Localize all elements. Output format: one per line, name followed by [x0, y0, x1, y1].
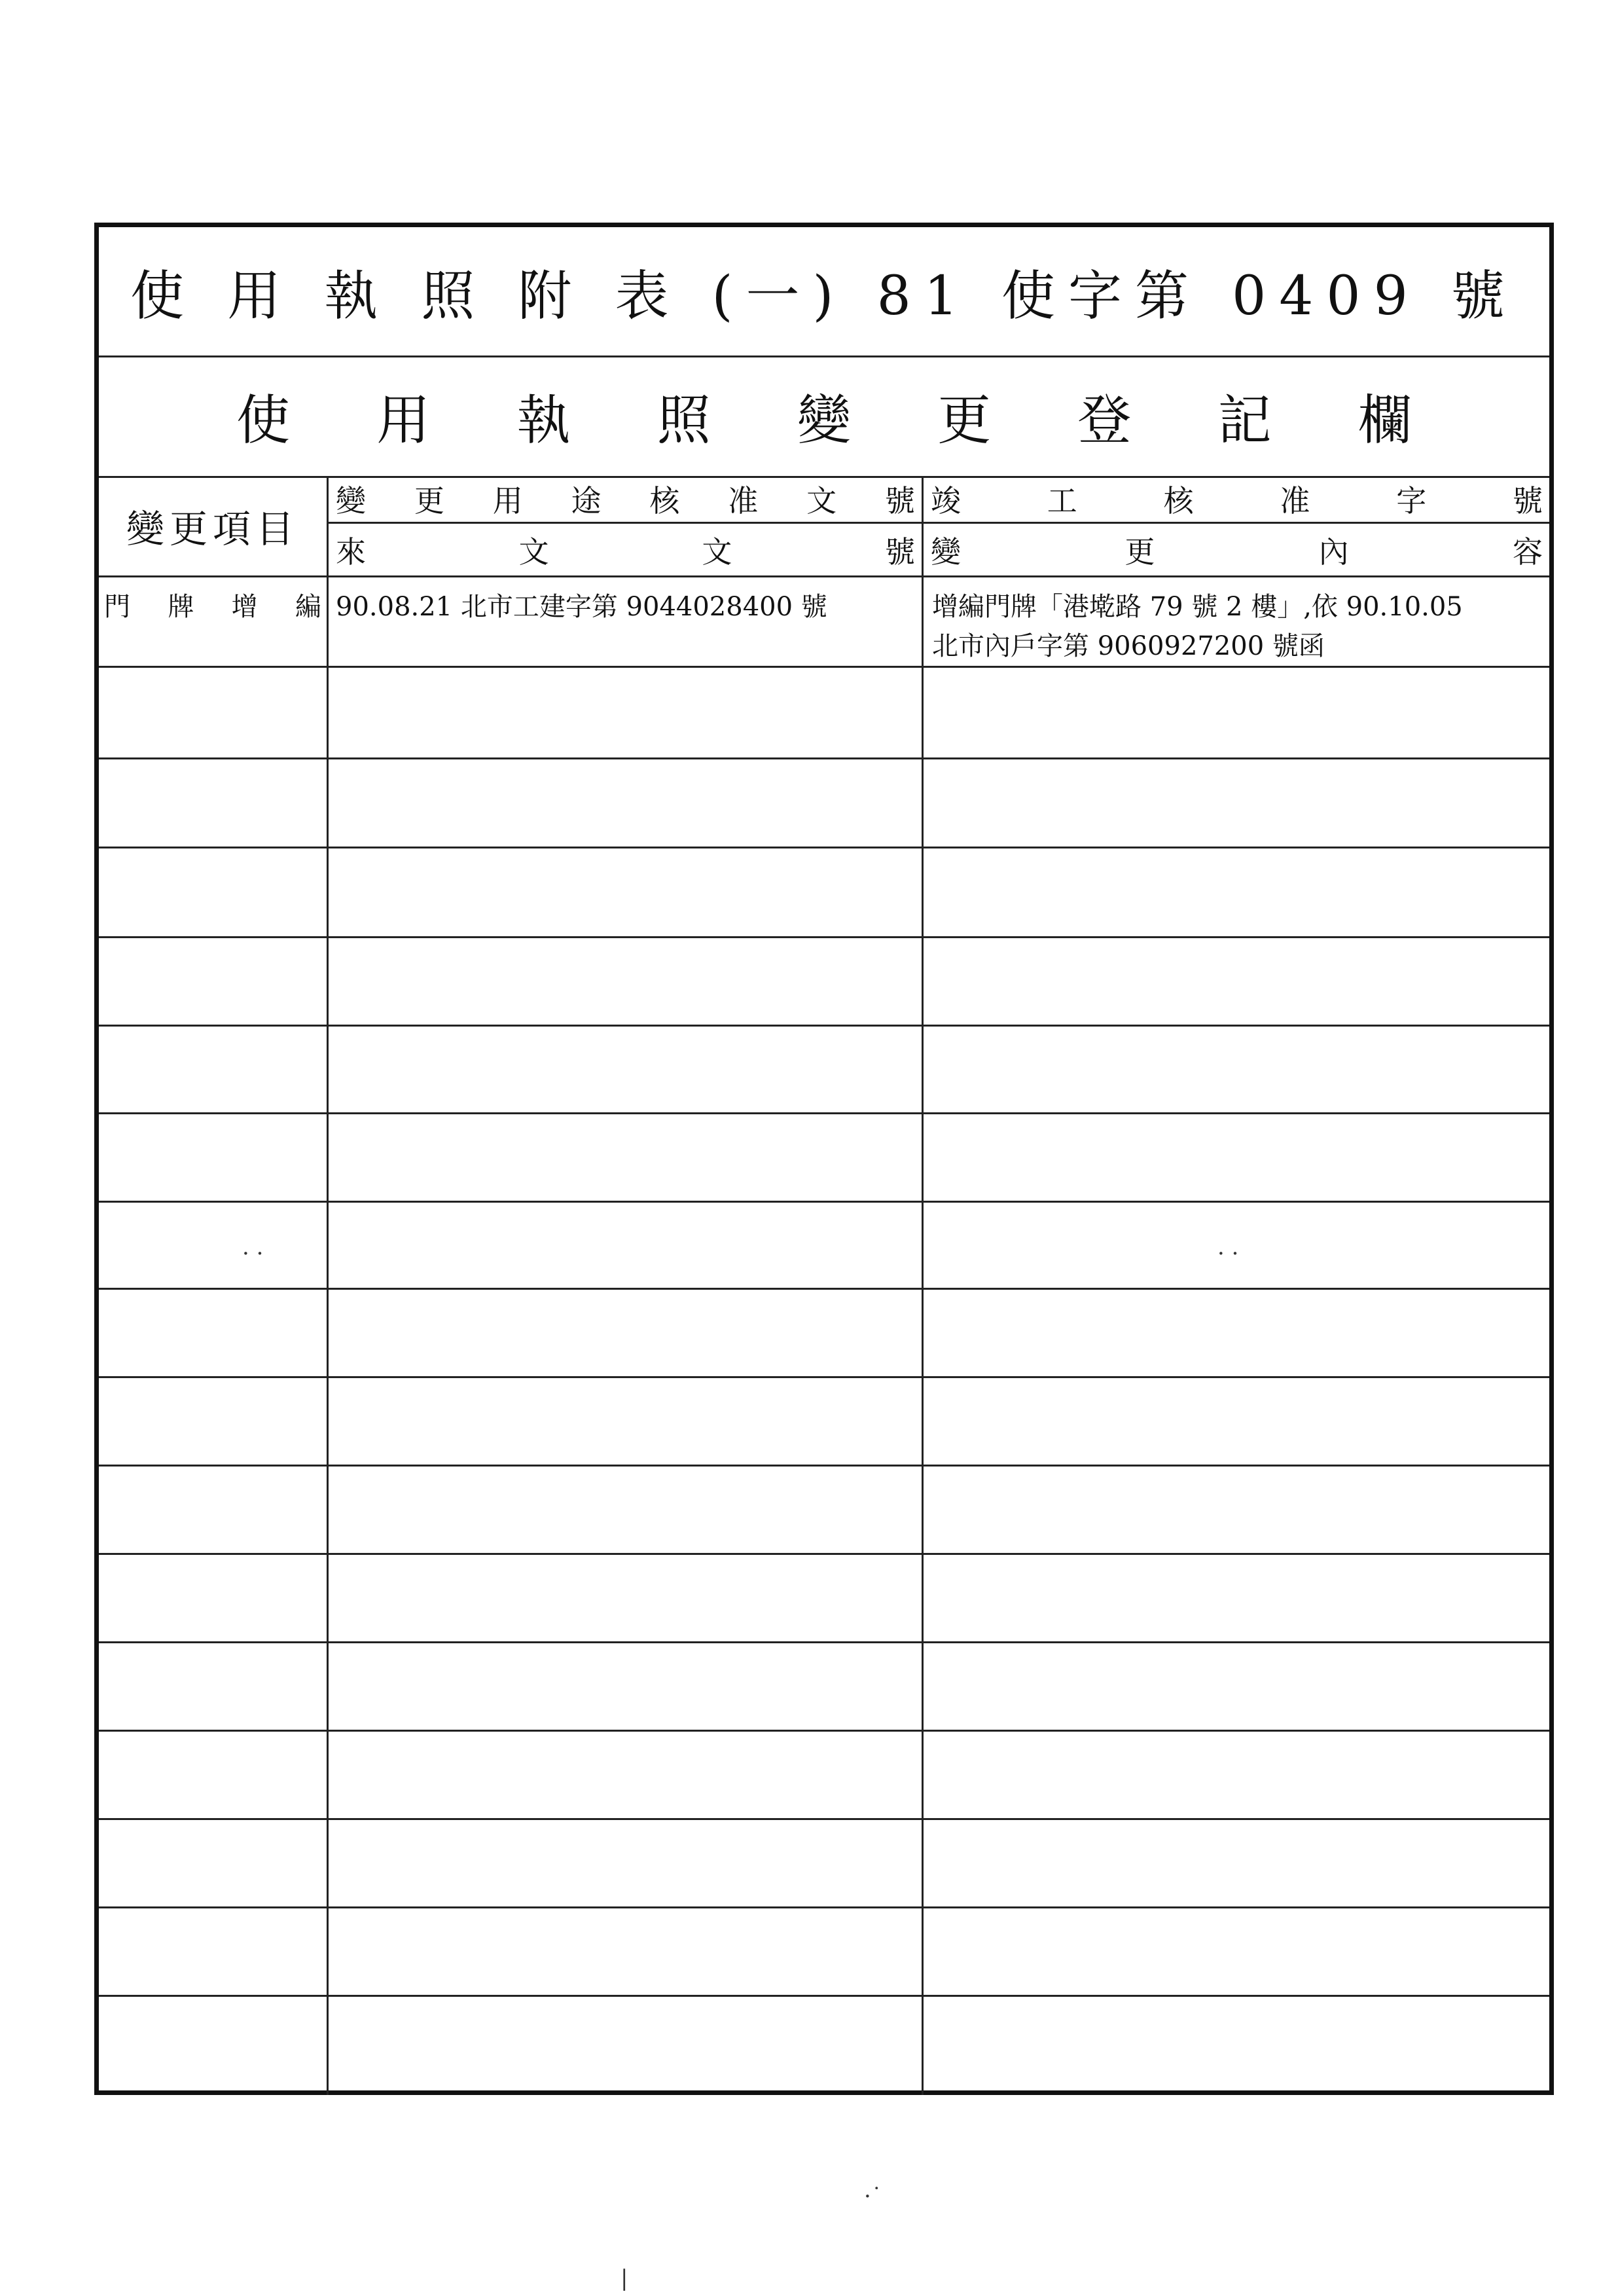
row-line	[99, 1995, 1549, 1997]
subtitle-char: 用	[376, 389, 431, 452]
header-char: 准	[1280, 483, 1310, 519]
subtitle-char: 欄	[1357, 389, 1412, 452]
row-content-line2: 北市內戶字第 9060927200 號函	[932, 631, 1325, 661]
subtitle-char: 照	[656, 389, 711, 452]
row-item	[99, 579, 327, 665]
subtitle-char: 記	[1217, 389, 1272, 452]
subtitle	[99, 378, 1549, 454]
form-title: 使 用 執 照 附 表 (一) 81 使字第 0409 號	[130, 264, 1518, 327]
row-content-line1: 增編門牌「港墘路 79 號 2 樓」,依 90.10.05	[932, 592, 1463, 622]
scan-speckle: ·˙	[864, 2183, 882, 2210]
row-line	[99, 757, 1549, 759]
row-line	[99, 847, 1549, 848]
header-char: 更	[1124, 534, 1155, 570]
subtitle-char: 變	[797, 389, 851, 452]
header-char: 准	[728, 483, 759, 519]
row-line	[99, 1025, 1549, 1027]
header-char: 號	[1512, 483, 1543, 519]
subtitle-row	[99, 355, 1549, 478]
header-approval-doc	[329, 476, 922, 522]
header-char: 文	[806, 483, 837, 519]
change-registry-table	[99, 476, 1549, 2095]
row-line	[99, 1288, 1549, 1290]
row-line	[99, 1465, 1549, 1467]
scan-speckle: · ·	[1217, 1241, 1239, 1267]
header-char: 更	[414, 483, 444, 519]
row-doc-no: 90.08.21 北市工建字第 9044028400 號	[336, 592, 827, 622]
scan-speckle: |	[620, 2265, 628, 2291]
header-char: 號	[884, 534, 915, 570]
item-char: 牌	[168, 592, 194, 622]
row-line	[99, 1112, 1549, 1114]
form-title-row	[99, 227, 1549, 357]
row-line	[99, 1641, 1549, 1643]
row-line	[99, 666, 1549, 668]
item-char: 增	[231, 592, 258, 622]
header-char: 變	[931, 534, 961, 570]
item-char: 門	[104, 592, 130, 622]
header-char: 來	[336, 534, 366, 570]
row-line	[99, 1201, 1549, 1203]
row-line	[99, 1906, 1549, 1908]
row-line	[99, 1376, 1549, 1378]
column-divider	[327, 476, 329, 2095]
subtitle-char: 更	[937, 389, 992, 452]
header-change-item: 變更項目	[126, 507, 299, 551]
header-char: 文	[702, 534, 732, 570]
header-completion-no	[924, 476, 1549, 522]
subtitle-char: 使	[236, 389, 291, 452]
header-char: 容	[1512, 534, 1543, 570]
header-char: 文	[518, 534, 549, 570]
header-bottom-line	[99, 575, 1549, 577]
usage-license-attachment-form	[94, 223, 1554, 2095]
header-char: 工	[1047, 483, 1077, 519]
header-char: 變	[336, 483, 366, 519]
row-line	[99, 1818, 1549, 1820]
header-char: 用	[492, 483, 523, 519]
row-line	[99, 1730, 1549, 1732]
header-change-content	[924, 524, 1549, 575]
header-char: 號	[884, 483, 915, 519]
header-char: 字	[1396, 483, 1427, 519]
header-char: 核	[649, 483, 680, 519]
header-char: 核	[1163, 483, 1194, 519]
header-char: 途	[571, 483, 602, 519]
subtitle-char: 登	[1077, 389, 1132, 452]
subtitle-char: 執	[516, 389, 571, 452]
item-char: 編	[295, 592, 321, 622]
header-char: 內	[1318, 534, 1349, 570]
row-line	[99, 936, 1549, 938]
header-char: 竣	[931, 483, 961, 519]
row-line	[99, 1553, 1549, 1555]
header-incoming-doc	[329, 524, 922, 575]
column-divider	[922, 476, 924, 2095]
scan-speckle: · ·	[242, 1241, 264, 1267]
